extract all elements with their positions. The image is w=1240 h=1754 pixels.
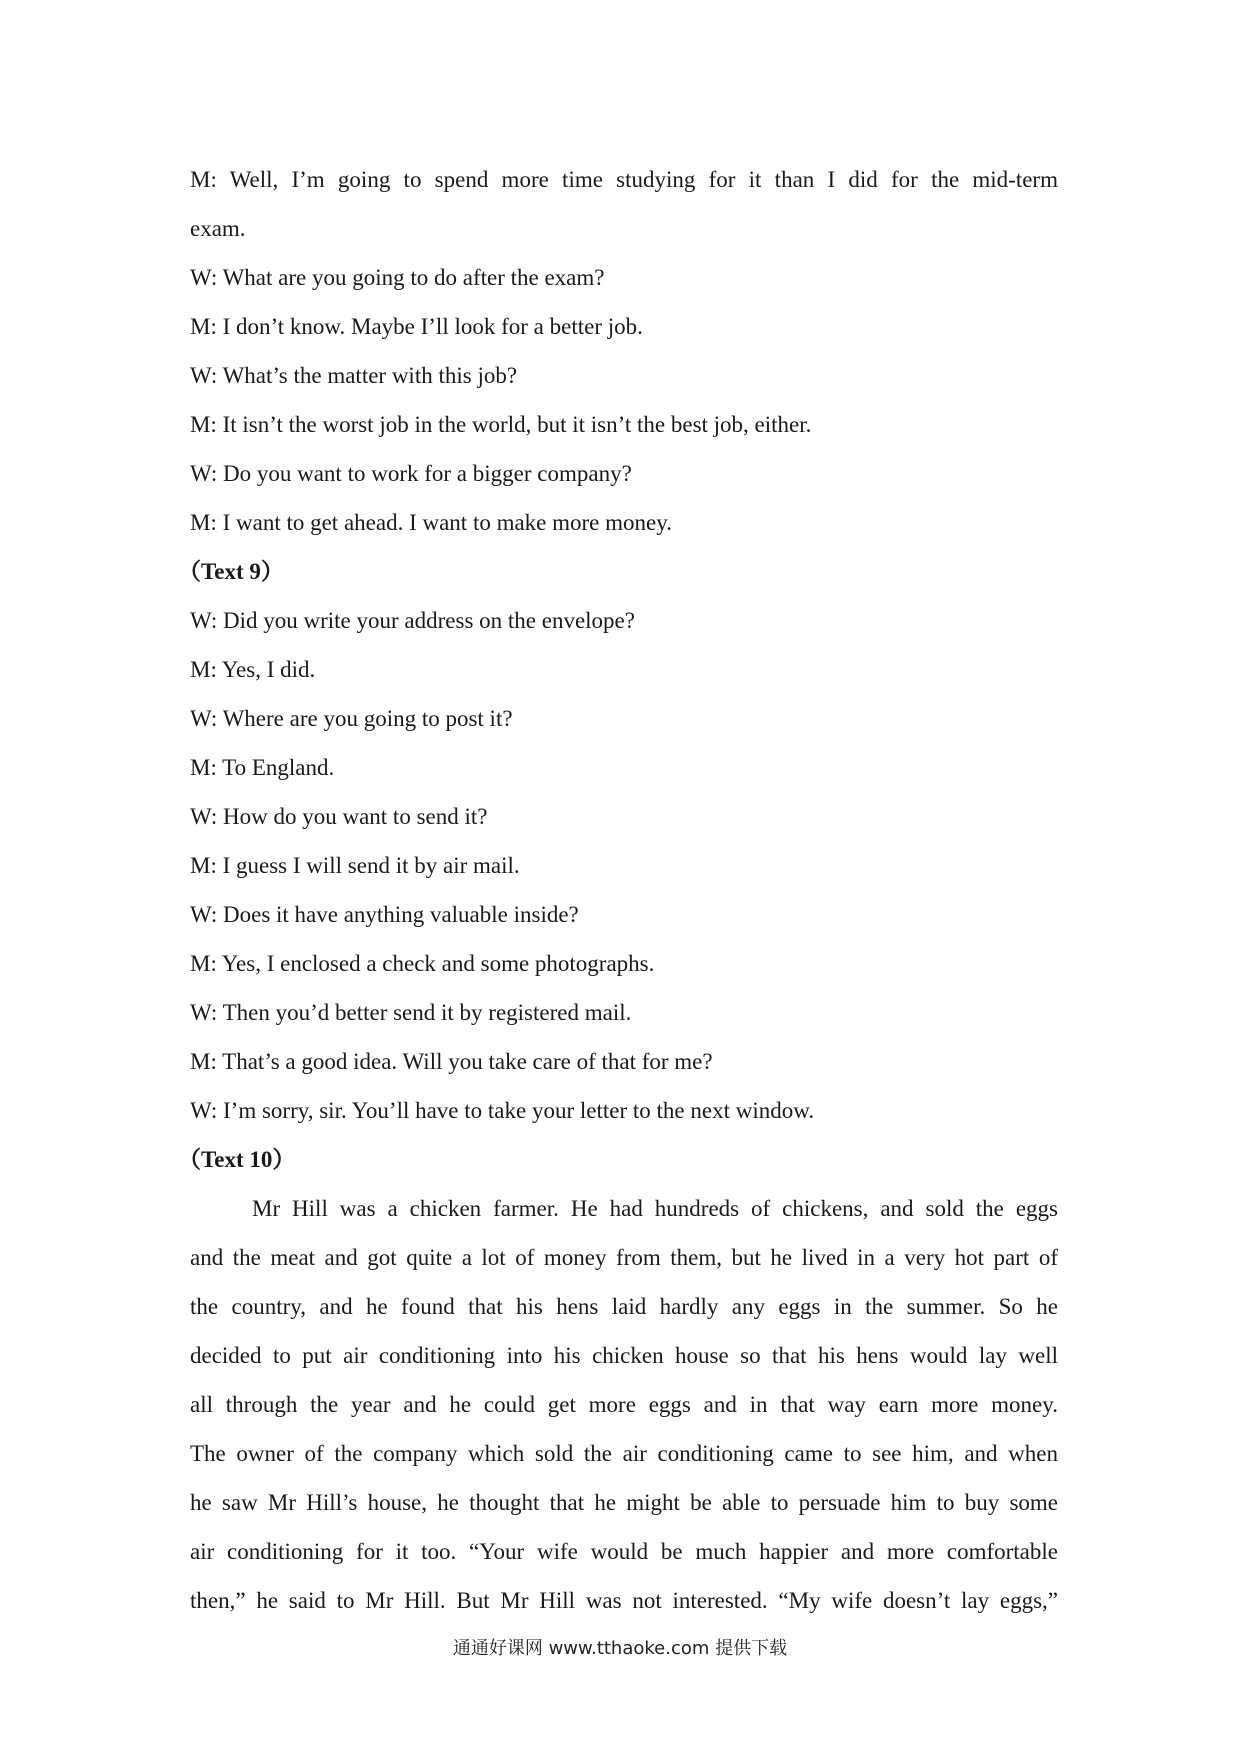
paragraph-line: and the meat and got quite a lot of money from them, but he lived in a very hot part of	[190, 1245, 1058, 1270]
dialogue-line: W: Then you’d better send it by registered mail.	[190, 1000, 632, 1025]
dialogue-line: W: Did you write your address on the envelope?	[190, 608, 635, 633]
paragraph-line: decided to put air conditioning into his chicken house so that his hens would lay well	[190, 1343, 1058, 1368]
paragraph-line: he saw Mr Hill’s house, he thought that he might be able to persuade him to buy some	[190, 1490, 1058, 1515]
dialogue-line: M: To England.	[190, 755, 335, 780]
section-heading-text-10: （Text 10）	[178, 1147, 296, 1172]
dialogue-line: W: Does it have anything valuable inside?	[190, 902, 579, 927]
dialogue-line: W: What are you going to do after the exam?	[190, 265, 605, 290]
dialogue-line: exam.	[190, 216, 246, 241]
page-footer: 通通好课网 www.tthaoke.com 提供下载	[452, 1638, 788, 1659]
dialogue-line: M: I guess I will send it by air mail.	[190, 853, 520, 878]
paragraph-line: all through the year and he could get more eggs and in that way earn more money.	[190, 1392, 1058, 1417]
document-body	[178, 155, 1058, 1625]
dialogue-line: M: That’s a good idea. Will you take care of that for me?	[190, 1049, 713, 1074]
paragraph-line: the country, and he found that his hens laid hardly any eggs in the summer. So he	[190, 1294, 1058, 1319]
dialogue-line: W: What’s the matter with this job?	[190, 363, 518, 388]
dialogue-line: M: I want to get ahead. I want to make more money.	[190, 510, 673, 535]
dialogue-line: W: I’m sorry, sir. You’ll have to take your letter to the next window.	[190, 1098, 815, 1123]
dialogue-line: W: Do you want to work for a bigger company?	[190, 461, 632, 486]
dialogue-line: M: Yes, I enclosed a check and some photographs.	[190, 951, 655, 976]
paragraph-line: The owner of the company which sold the air conditioning came to see him, and when	[190, 1441, 1058, 1466]
dialogue-line: M: I don’t know. Maybe I’ll look for a better job.	[190, 314, 643, 339]
dialogue-line: W: How do you want to send it?	[190, 804, 488, 829]
section-heading-text-9: （Text 9）	[178, 559, 284, 584]
dialogue-line: M: Well, I’m going to spend more time studying for it than I did for the mid-term	[190, 167, 1058, 192]
paragraph-line: air conditioning for it too. “Your wife would be much happier and more comfortable	[190, 1539, 1058, 1564]
paragraph-line: Mr Hill was a chicken farmer. He had hundreds of chickens, and sold the eggs	[252, 1196, 1058, 1221]
dialogue-line: M: Yes, I did.	[190, 657, 316, 682]
dialogue-line: W: Where are you going to post it?	[190, 706, 513, 731]
story-paragraph	[190, 1184, 1058, 1625]
dialogue-line: M: It isn’t the worst job in the world, but it isn’t the best job, either.	[190, 412, 812, 437]
paragraph-line: then,” he said to Mr Hill. But Mr Hill was not interested. “My wife doesn’t lay eggs,”	[190, 1588, 1058, 1613]
